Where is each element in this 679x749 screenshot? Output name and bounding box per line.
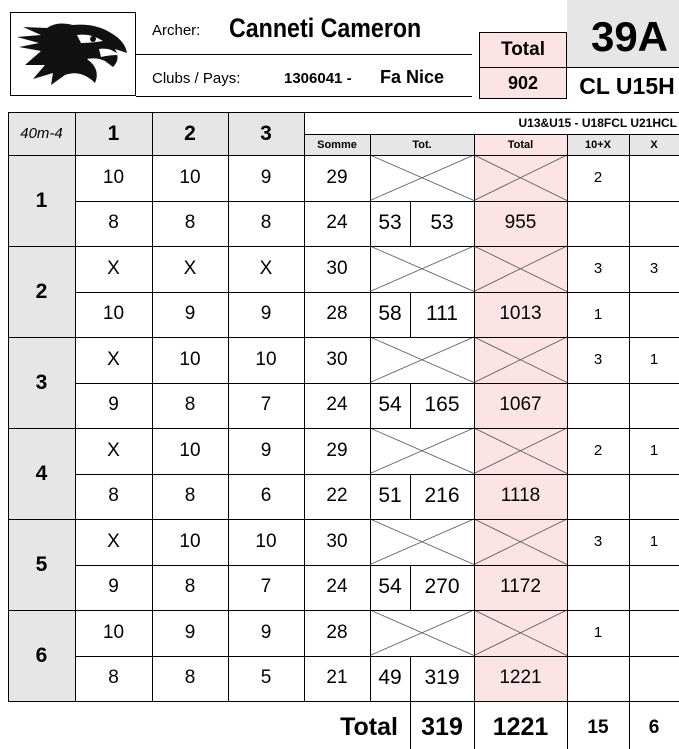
end-total: 51 bbox=[378, 484, 402, 508]
arrow-score: 10 bbox=[179, 166, 201, 188]
tenx-count bbox=[567, 656, 629, 702]
somme-value: 30 bbox=[326, 348, 348, 370]
cumulative-total: 165 bbox=[424, 393, 460, 417]
tenx-count: 2 bbox=[593, 442, 603, 460]
end-total: 58 bbox=[378, 302, 402, 326]
arrow-score: 7 bbox=[260, 576, 272, 598]
distance-label: 40m-4 bbox=[20, 125, 63, 142]
arrow-score: 10 bbox=[102, 621, 125, 643]
arrow-score: 10 bbox=[255, 348, 277, 370]
cumulative-total: 111 bbox=[426, 302, 458, 326]
arrow-score: 9 bbox=[108, 394, 119, 416]
somme-value: 30 bbox=[326, 257, 348, 279]
footer-total-label: Total bbox=[340, 713, 398, 741]
footer-tenx: 15 bbox=[587, 716, 609, 738]
arrow-score: 10 bbox=[179, 530, 201, 552]
arrow-score: 10 bbox=[179, 439, 201, 461]
arrow-score: 8 bbox=[184, 212, 196, 234]
end-total: 53 bbox=[378, 211, 402, 235]
end-label: 1 bbox=[35, 188, 48, 212]
arrow-score: 9 bbox=[260, 621, 272, 643]
arrow-score: 10 bbox=[179, 348, 201, 370]
cumulative-total: 216 bbox=[424, 484, 460, 508]
arrow-score: 9 bbox=[260, 166, 272, 188]
tenx-count: 2 bbox=[593, 169, 603, 187]
somme-value: 24 bbox=[326, 212, 348, 234]
arrow-score: 10 bbox=[102, 303, 125, 325]
arrow-score: X bbox=[107, 530, 120, 552]
arrow-score: 7 bbox=[260, 394, 272, 416]
arrow-score: 8 bbox=[184, 485, 196, 507]
x-header: X bbox=[650, 138, 658, 151]
grand-total: 1118 bbox=[500, 485, 541, 507]
x-count: 1 bbox=[649, 442, 659, 460]
arrow-score: X bbox=[107, 348, 120, 370]
archer-name: Canneti Cameron bbox=[229, 12, 422, 43]
footer-grand-total: 1221 bbox=[492, 713, 549, 741]
x-count bbox=[629, 610, 679, 656]
target-number: 39A bbox=[590, 13, 669, 60]
grand-total: 955 bbox=[504, 212, 537, 234]
arrow-score: X bbox=[107, 257, 120, 279]
arrow-score: 9 bbox=[260, 439, 272, 461]
arrow-score: 8 bbox=[184, 667, 196, 689]
somme-value: 21 bbox=[326, 667, 348, 689]
tenx-count: 3 bbox=[593, 533, 603, 551]
previous-total-label: Total bbox=[501, 39, 545, 60]
arrow-score: 6 bbox=[260, 485, 272, 507]
cumulative-total: 270 bbox=[424, 575, 460, 599]
grand-total: 1172 bbox=[500, 576, 541, 598]
arrow-score: 10 bbox=[255, 530, 277, 552]
somme-header: Somme bbox=[317, 138, 357, 151]
somme-value: 29 bbox=[326, 166, 348, 188]
grand-total: 1013 bbox=[499, 303, 542, 325]
arrow-score: 8 bbox=[108, 485, 119, 507]
arrow-header-1: 1 bbox=[107, 121, 120, 145]
tenx-header: 10+X bbox=[585, 138, 611, 151]
category: CL U15H bbox=[579, 72, 675, 99]
x-count bbox=[629, 155, 679, 201]
x-count: 1 bbox=[649, 533, 659, 551]
arrow-score: 9 bbox=[260, 303, 272, 325]
grand-total: 1067 bbox=[499, 394, 542, 416]
arrow-score: 9 bbox=[184, 621, 196, 643]
somme-value: 24 bbox=[326, 394, 348, 416]
end-label: 5 bbox=[35, 552, 48, 576]
somme-value: 30 bbox=[326, 530, 348, 552]
end-total: 54 bbox=[378, 393, 402, 417]
category-banner: U13&U15 - U18FCL U21HCL bbox=[518, 116, 677, 130]
club-name: Fa Nice bbox=[380, 66, 445, 87]
x-count: 3 bbox=[649, 260, 659, 278]
end-label: 3 bbox=[35, 370, 48, 394]
arrow-score: 5 bbox=[260, 667, 272, 689]
somme-value: 28 bbox=[326, 303, 348, 325]
club-code: 1306041 - bbox=[284, 69, 352, 87]
arrow-score: 9 bbox=[184, 303, 196, 325]
end-total: 49 bbox=[378, 666, 402, 690]
arrow-score: 10 bbox=[102, 166, 125, 188]
tot-header: Tot. bbox=[412, 138, 432, 151]
end-total: 54 bbox=[378, 575, 402, 599]
tenx-count bbox=[567, 565, 629, 611]
tenx-count: 3 bbox=[593, 351, 603, 369]
arrow-score: 8 bbox=[260, 212, 272, 234]
arrow-score: 8 bbox=[184, 576, 196, 598]
tenx-count: 3 bbox=[593, 260, 603, 278]
footer-cumulative: 319 bbox=[421, 713, 463, 741]
tenx-count: 1 bbox=[593, 305, 603, 323]
grand-total: 1221 bbox=[499, 667, 542, 689]
arrow-score: 8 bbox=[108, 212, 119, 234]
archer-label: Archer: bbox=[152, 21, 201, 39]
previous-total-value: 902 bbox=[507, 72, 539, 93]
total-header: Total bbox=[507, 138, 534, 151]
arrow-header-3: 3 bbox=[260, 121, 272, 145]
end-label: 4 bbox=[35, 461, 48, 485]
arrow-header-2: 2 bbox=[184, 121, 196, 145]
tenx-count bbox=[567, 383, 629, 429]
somme-value: 28 bbox=[326, 621, 348, 643]
arrow-score: X bbox=[259, 257, 273, 279]
end-label: 2 bbox=[35, 279, 48, 303]
tenx-count: 1 bbox=[593, 624, 603, 642]
arrow-score: X bbox=[183, 257, 197, 279]
somme-value: 29 bbox=[326, 439, 348, 461]
arrow-score: 8 bbox=[184, 394, 196, 416]
tenx-count bbox=[567, 474, 629, 520]
somme-value: 22 bbox=[326, 485, 348, 507]
footer-x: 6 bbox=[648, 716, 660, 738]
arrow-score: X bbox=[107, 439, 120, 461]
arrow-score: 8 bbox=[108, 667, 119, 689]
arrow-score: 9 bbox=[108, 576, 119, 598]
cumulative-total: 319 bbox=[424, 666, 460, 690]
tenx-count bbox=[567, 201, 629, 247]
club-label: Clubs / Pays: bbox=[152, 69, 241, 87]
somme-value: 24 bbox=[326, 576, 348, 598]
cumulative-total: 53 bbox=[430, 211, 454, 235]
end-label: 6 bbox=[35, 643, 48, 667]
x-count: 1 bbox=[649, 351, 659, 369]
